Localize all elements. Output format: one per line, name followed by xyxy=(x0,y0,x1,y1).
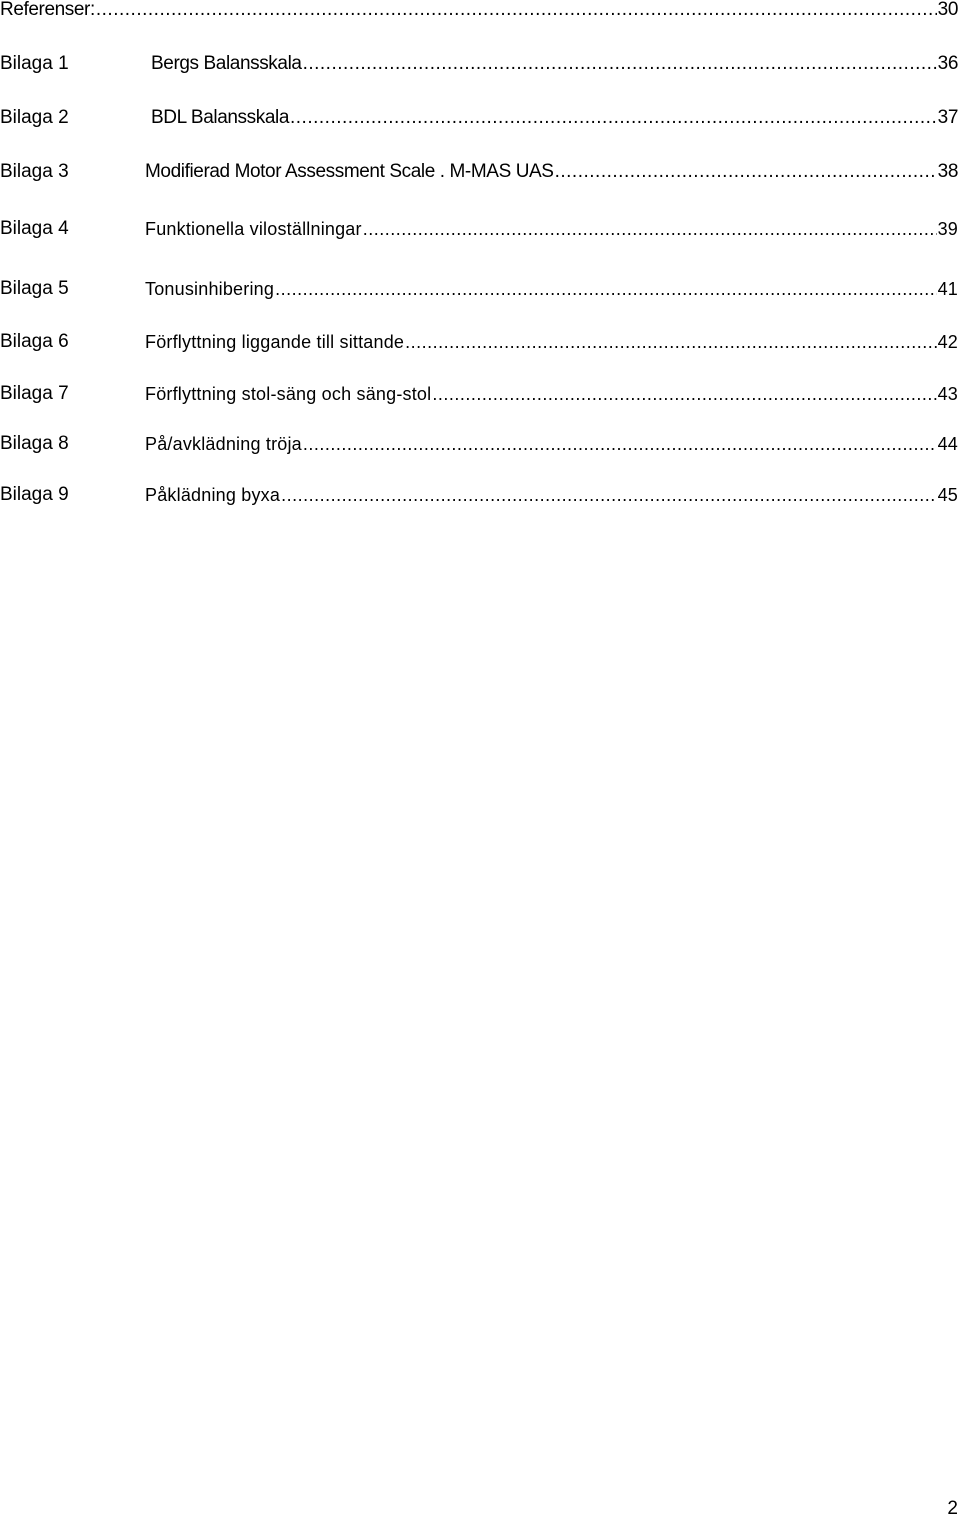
toc-entry-bilaga-9[interactable] xyxy=(0,482,960,508)
toc-entry-page: 37 xyxy=(937,107,958,128)
toc-entry-title: Referenser: xyxy=(0,0,95,20)
toc-entry-label: Bilaga 5 xyxy=(0,278,69,299)
dot-leader xyxy=(96,0,937,23)
toc-entry-title: Modifierad Motor Assessment Scale . M-MAS UAS xyxy=(145,161,554,182)
toc-entry-title: BDL Balansskala xyxy=(151,107,289,128)
toc-entry-page: 30 xyxy=(937,0,958,20)
toc-entry-title: Funktionella viloställningar xyxy=(145,219,362,239)
toc-entry-bilaga-3[interactable] xyxy=(0,159,960,185)
toc-entry-bilaga-5[interactable] xyxy=(0,276,960,302)
toc-entry-line xyxy=(145,482,960,508)
dot-leader xyxy=(303,431,937,457)
toc-entry-page: 39 xyxy=(937,219,958,239)
toc-entry-line xyxy=(0,0,960,23)
dot-leader xyxy=(405,329,936,355)
dot-leader xyxy=(363,216,937,242)
dot-leader xyxy=(275,276,936,302)
toc-entry-bilaga-8[interactable] xyxy=(0,431,960,457)
toc-entry-line xyxy=(151,105,960,131)
toc-entry-title: Förflyttning stol-säng och säng-stol xyxy=(145,384,432,404)
toc-entry-bilaga-1[interactable] xyxy=(0,51,960,77)
toc-entry-label: Bilaga 7 xyxy=(0,383,69,404)
toc-entry-label: Bilaga 1 xyxy=(0,53,69,74)
dot-leader xyxy=(555,159,937,185)
toc-entry-bilaga-4[interactable] xyxy=(0,216,960,242)
toc-entry-title: På/avklädning tröja xyxy=(145,434,302,454)
toc-entry-title: Bergs Balansskala xyxy=(151,53,302,74)
page-number: 2 xyxy=(947,1498,958,1519)
toc-entry-title: Påklädning byxa xyxy=(145,485,281,505)
toc-entry-label: Bilaga 8 xyxy=(0,433,69,454)
toc-entry-line xyxy=(145,329,960,355)
dot-leader xyxy=(281,482,936,508)
toc-entry-bilaga-2[interactable] xyxy=(0,105,960,131)
toc-entry-line xyxy=(145,276,960,302)
toc-entry-line xyxy=(145,381,960,407)
toc-entry-page: 45 xyxy=(937,485,958,505)
toc-entry-bilaga-6[interactable] xyxy=(0,329,960,355)
toc-entry-line xyxy=(145,216,960,242)
toc-entry-page: 41 xyxy=(937,279,958,299)
toc-entry-line xyxy=(145,431,960,457)
toc-entry-page: 43 xyxy=(937,384,958,404)
toc-entry-references[interactable] xyxy=(0,0,960,23)
toc-entry-bilaga-7[interactable] xyxy=(0,381,960,407)
dot-leader xyxy=(432,381,936,407)
toc-entry-label: Bilaga 9 xyxy=(0,484,69,505)
toc-entry-title: Förflyttning liggande till sittande xyxy=(145,332,405,352)
toc-entry-label: Bilaga 6 xyxy=(0,331,69,352)
toc-entry-line xyxy=(145,159,960,185)
dot-leader xyxy=(303,51,937,77)
toc-entry-page: 36 xyxy=(937,53,958,74)
toc-entry-line xyxy=(151,51,960,77)
toc-entry-page: 42 xyxy=(937,332,958,352)
toc-entry-title: Tonusinhibering xyxy=(145,279,275,299)
toc-entry-label: Bilaga 4 xyxy=(0,218,69,239)
toc-entry-page: 44 xyxy=(937,434,958,454)
toc-entry-page: 38 xyxy=(937,161,958,182)
dot-leader xyxy=(290,105,937,131)
toc-entry-label: Bilaga 2 xyxy=(0,107,69,128)
toc-entry-label: Bilaga 3 xyxy=(0,161,69,182)
